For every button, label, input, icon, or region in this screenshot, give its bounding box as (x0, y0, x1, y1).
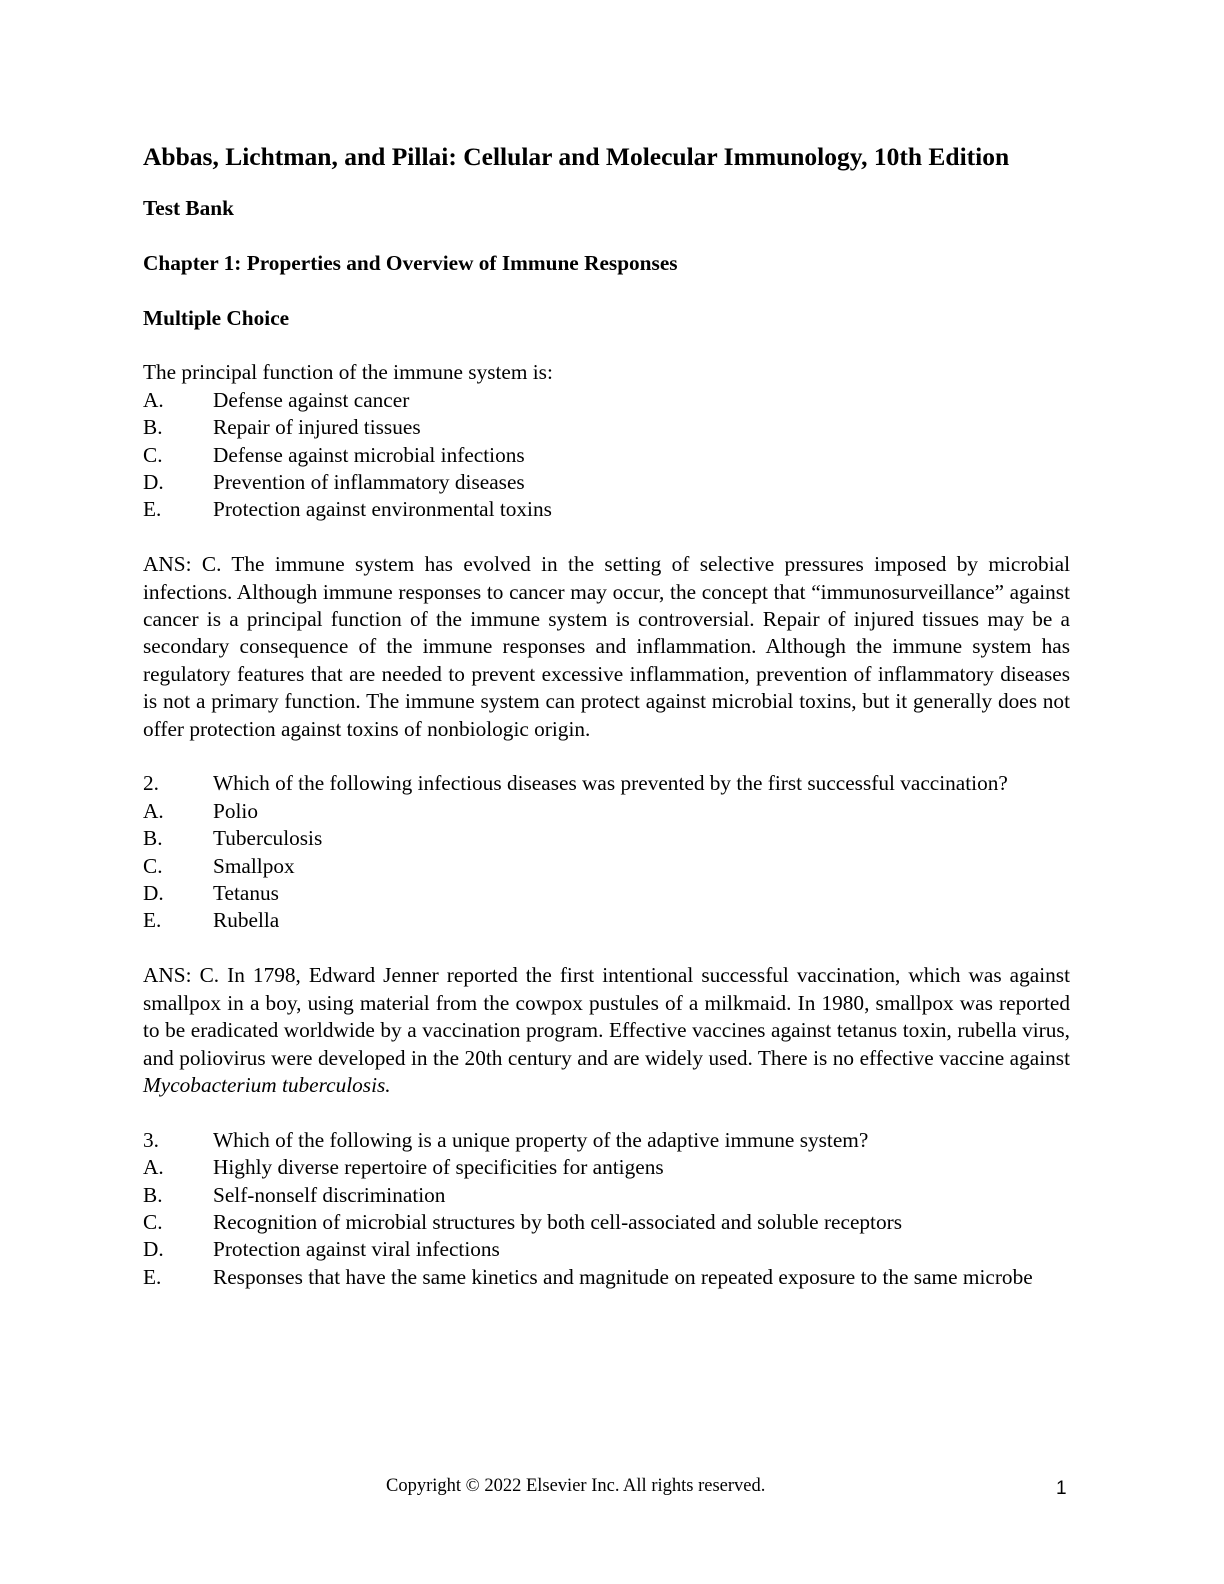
answer-explanation (143, 962, 1070, 1099)
section-heading: Multiple Choice (143, 305, 290, 330)
option-text: Defense against cancer (213, 387, 410, 412)
option-text: Highly diverse repertoire of specificities for antigens (213, 1155, 664, 1180)
option-label: C. (143, 1209, 163, 1234)
option-text: Tetanus (213, 881, 279, 906)
option-text: Prevention of inflammatory diseases (213, 470, 525, 495)
option-text: Tuberculosis (213, 826, 323, 851)
question-1 (143, 359, 1070, 743)
option-text: Protection against viral infections (213, 1237, 500, 1262)
option-text: Recognition of microbial structures by both cell-associated and soluble receptors (213, 1209, 902, 1234)
option-b (143, 414, 1070, 441)
option-label: B. (143, 826, 163, 851)
option-e (143, 1264, 1070, 1291)
option-label: B. (143, 1182, 163, 1207)
copyright-notice: Copyright © 2022 Elsevier Inc. All rights reserved. (386, 1476, 766, 1496)
question-stem: The principal function of the immune system is: (143, 360, 553, 385)
question-stem (143, 770, 1070, 797)
option-a (143, 798, 1070, 825)
option-text: Polio (213, 798, 258, 823)
question-number: 3. (143, 1127, 159, 1152)
option-label: D. (143, 470, 164, 495)
option-d (143, 880, 1070, 907)
option-label: A. (143, 387, 164, 412)
question-number: 2. (143, 771, 159, 796)
option-d (143, 1236, 1070, 1263)
option-label: E. (143, 1264, 162, 1289)
option-c (143, 442, 1070, 469)
page-number: 1 (1056, 1478, 1067, 1499)
option-label: C. (143, 853, 163, 878)
option-b (143, 825, 1070, 852)
document-title: Abbas, Lichtman, and Pillai: Cellular and Molecular Immunology, 10th Edition (143, 142, 1010, 171)
question-stem (143, 1127, 1070, 1154)
chapter-heading: Chapter 1: Properties and Overview of Immune Responses (143, 250, 678, 275)
option-text: Responses that have the same kinetics and magnitude on repeated exposure to the same microbe (213, 1264, 1033, 1289)
option-c (143, 1209, 1070, 1236)
option-label: C. (143, 442, 163, 467)
option-d (143, 469, 1070, 496)
option-label: A. (143, 798, 164, 823)
option-label: D. (143, 1237, 164, 1262)
document-page (143, 141, 1070, 1291)
option-label: E. (143, 497, 162, 522)
option-label: A. (143, 1155, 164, 1180)
option-label: D. (143, 881, 164, 906)
option-label: B. (143, 415, 163, 440)
answer-italic-term: Mycobacterium tuberculosis. (143, 1072, 391, 1097)
option-e (143, 496, 1070, 523)
document-subtitle: Test Bank (143, 196, 234, 220)
question-2 (143, 770, 1070, 1099)
question-3 (143, 1127, 1070, 1291)
option-a (143, 387, 1070, 414)
option-e (143, 907, 1070, 934)
option-text: Repair of injured tissues (213, 415, 421, 440)
question-text: Which of the following is a unique property of the adaptive immune system? (213, 1127, 869, 1152)
answer-explanation: ANS: C. The immune system has evolved in the setting of selective pressures imposed by microbial infections. Although immune responses to cancer may occur, the concept that “immunosurveillance” against cancer is a principal function of the immune system is controversial. Repair of injured tissues may be a secondary consequence of the immune responses and inflammation. Although the immune system has regulatory features that are needed to prevent excessive inflammation, prevention of inflammatory diseases is not a primary function. The immune system can protect against microbial toxins, but it generally does not offer protection against toxins of nonbiologic origin. (143, 552, 1070, 741)
question-text: Which of the following infectious diseases was prevented by the first successful vaccination? (213, 771, 1008, 796)
option-a (143, 1154, 1070, 1181)
option-text: Self-nonself discrimination (213, 1182, 446, 1207)
option-label: E. (143, 908, 162, 933)
option-text: Defense against microbial infections (213, 442, 525, 467)
option-text: Smallpox (213, 853, 295, 878)
option-text: Protection against environmental toxins (213, 497, 552, 522)
option-c (143, 853, 1070, 880)
option-text: Rubella (213, 908, 280, 933)
option-b (143, 1182, 1070, 1209)
answer-text: ANS: C. In 1798, Edward Jenner reported the first intentional successful vaccination, which was against smallpox in a boy, using material from the cowpox pustules of a milkmaid. In 1980, smallpox was reported to be eradicated worldwide by a vaccination program. Effective vaccines against tetanus toxin, rubella virus, and poliovirus were developed in the 20th century and are widely used. There is no effective vaccine against (143, 963, 1070, 1070)
